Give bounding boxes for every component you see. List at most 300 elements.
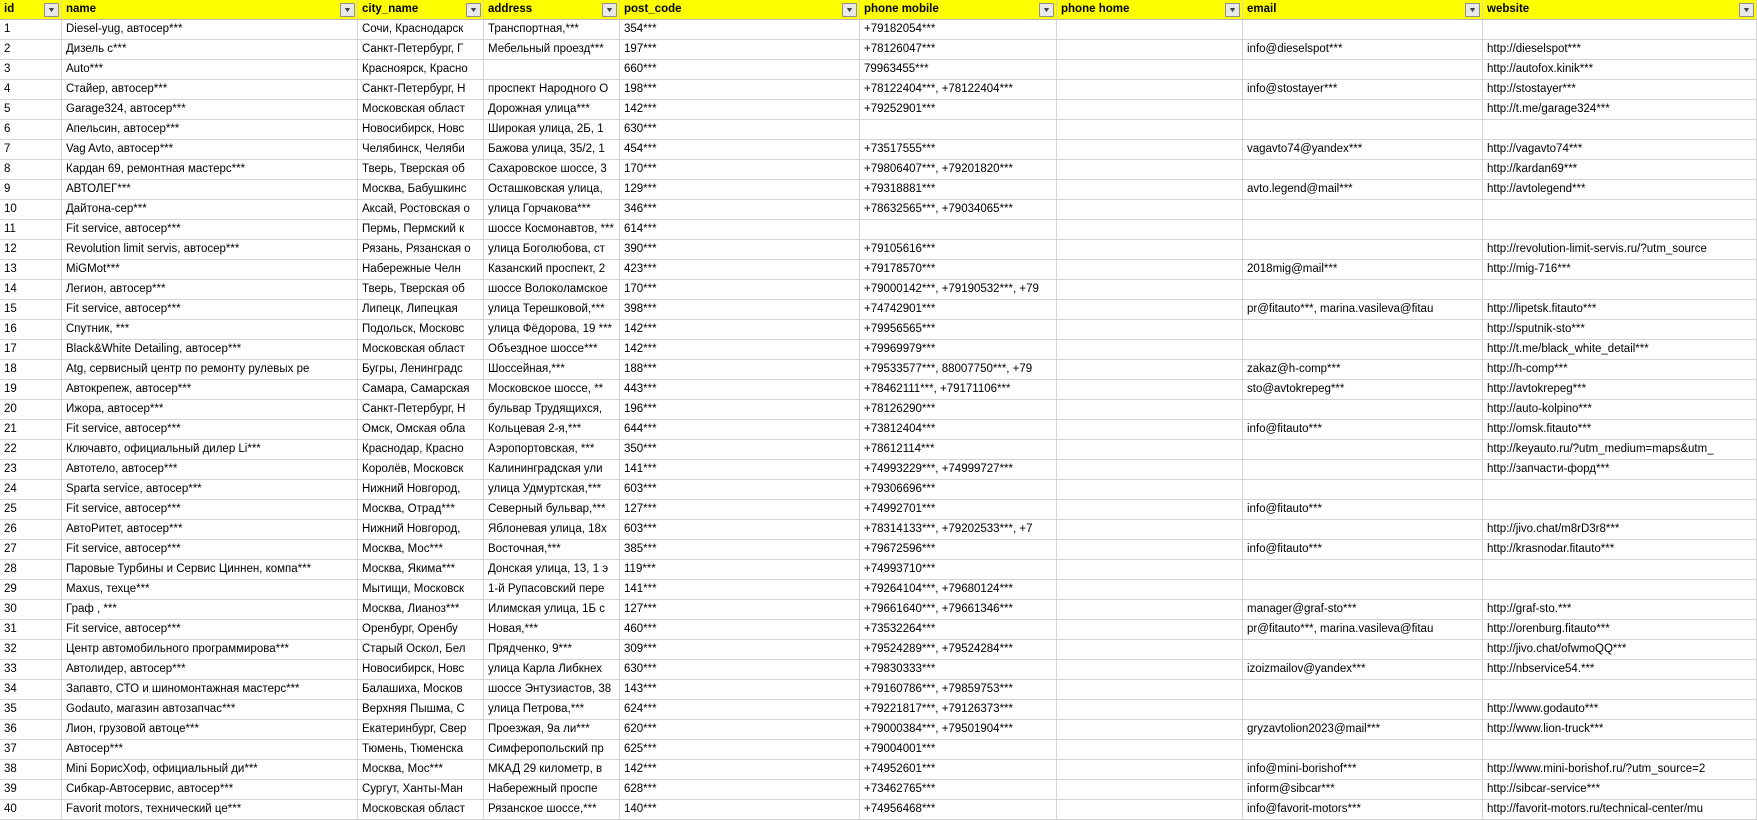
cell-address[interactable]: Казанский проспект, 2	[484, 260, 620, 280]
cell-city_name[interactable]: Москва, Якима***	[358, 560, 484, 580]
cell-post_code[interactable]: 198***	[620, 80, 860, 100]
cell-id[interactable]: 37	[0, 740, 62, 760]
cell-phone_home[interactable]	[1057, 500, 1243, 520]
cell-address[interactable]: Московское шоссе, **	[484, 380, 620, 400]
cell-email[interactable]: manager@graf-sto***	[1243, 600, 1483, 620]
cell-website[interactable]: http://h-comp***	[1483, 360, 1757, 380]
cell-website[interactable]: http://revolution-limit-servis.ru/?utm_source	[1483, 240, 1757, 260]
cell-email[interactable]	[1243, 320, 1483, 340]
cell-phone_mobile[interactable]: +78462111***, +79171106***	[860, 380, 1057, 400]
cell-website[interactable]	[1483, 200, 1757, 220]
cell-name[interactable]: Паровые Турбины и Сервис Циннен, компа***	[62, 560, 358, 580]
cell-post_code[interactable]: 127***	[620, 600, 860, 620]
cell-address[interactable]: проспект Народного О	[484, 80, 620, 100]
cell-phone_home[interactable]	[1057, 260, 1243, 280]
cell-post_code[interactable]: 143***	[620, 680, 860, 700]
cell-phone_mobile[interactable]: +78126290***	[860, 400, 1057, 420]
cell-phone_home[interactable]	[1057, 560, 1243, 580]
cell-post_code[interactable]: 620***	[620, 720, 860, 740]
cell-website[interactable]: http://www.lion-truck***	[1483, 720, 1757, 740]
cell-email[interactable]	[1243, 640, 1483, 660]
cell-name[interactable]: Дизель с***	[62, 40, 358, 60]
cell-email[interactable]: info@fitauto***	[1243, 540, 1483, 560]
cell-phone_home[interactable]	[1057, 460, 1243, 480]
cell-address[interactable]: Дорожная улица***	[484, 100, 620, 120]
cell-phone_home[interactable]	[1057, 160, 1243, 180]
cell-phone_home[interactable]	[1057, 300, 1243, 320]
cell-phone_mobile[interactable]: +74992701***	[860, 500, 1057, 520]
cell-email[interactable]	[1243, 480, 1483, 500]
cell-phone_home[interactable]	[1057, 520, 1243, 540]
cell-city_name[interactable]: Рязань, Рязанская о	[358, 240, 484, 260]
cell-post_code[interactable]: 443***	[620, 380, 860, 400]
cell-name[interactable]: Ижора, автосер***	[62, 400, 358, 420]
cell-phone_mobile[interactable]: +78632565***, +79034065***	[860, 200, 1057, 220]
cell-phone_home[interactable]	[1057, 360, 1243, 380]
cell-name[interactable]: MiGMot***	[62, 260, 358, 280]
cell-phone_home[interactable]	[1057, 760, 1243, 780]
cell-id[interactable]: 35	[0, 700, 62, 720]
cell-id[interactable]: 16	[0, 320, 62, 340]
cell-phone_mobile[interactable]: +78126047***	[860, 40, 1057, 60]
cell-city_name[interactable]: Оренбург, Оренбу	[358, 620, 484, 640]
cell-name[interactable]: Maxus, техце***	[62, 580, 358, 600]
cell-email[interactable]	[1243, 200, 1483, 220]
cell-post_code[interactable]: 142***	[620, 320, 860, 340]
cell-address[interactable]: улица Петрова,***	[484, 700, 620, 720]
cell-address[interactable]: Набережный проспе	[484, 780, 620, 800]
cell-phone_mobile[interactable]: +74993710***	[860, 560, 1057, 580]
cell-post_code[interactable]: 142***	[620, 760, 860, 780]
cell-name[interactable]: Favorit motors, технический це***	[62, 800, 358, 820]
cell-website[interactable]: http://avtolegend***	[1483, 180, 1757, 200]
cell-address[interactable]: Шоссейная,***	[484, 360, 620, 380]
cell-address[interactable]: улица Горчакова***	[484, 200, 620, 220]
cell-address[interactable]: улица Удмуртская,***	[484, 480, 620, 500]
cell-city_name[interactable]: Балашиха, Москов	[358, 680, 484, 700]
filter-dropdown-button[interactable]	[466, 3, 481, 17]
cell-name[interactable]: Граф , ***	[62, 600, 358, 620]
cell-phone_mobile[interactable]: +79000384***, +79501904***	[860, 720, 1057, 740]
cell-email[interactable]: zakaz@h-comp***	[1243, 360, 1483, 380]
cell-id[interactable]: 9	[0, 180, 62, 200]
cell-phone_mobile[interactable]: +78314133***, +79202533***, +7	[860, 520, 1057, 540]
cell-phone_mobile[interactable]: +79160786***, +79859753***	[860, 680, 1057, 700]
cell-id[interactable]: 8	[0, 160, 62, 180]
filter-dropdown-button[interactable]	[602, 3, 617, 17]
cell-post_code[interactable]: 628***	[620, 780, 860, 800]
cell-website[interactable]: http://t.me/garage324***	[1483, 100, 1757, 120]
cell-website[interactable]: http://jivo.chat/ofwmoQQ***	[1483, 640, 1757, 660]
cell-id[interactable]: 32	[0, 640, 62, 660]
cell-post_code[interactable]: 119***	[620, 560, 860, 580]
cell-name[interactable]: Автокрепеж, автосер***	[62, 380, 358, 400]
cell-city_name[interactable]: Челябинск, Челяби	[358, 140, 484, 160]
cell-city_name[interactable]: Москва, Бабушкинс	[358, 180, 484, 200]
cell-email[interactable]: sto@avtokrepeg***	[1243, 380, 1483, 400]
cell-email[interactable]: info@mini-borishof***	[1243, 760, 1483, 780]
filter-dropdown-button[interactable]	[1225, 3, 1240, 17]
cell-phone_mobile[interactable]: +79178570***	[860, 260, 1057, 280]
cell-website[interactable]: http://stostayer***	[1483, 80, 1757, 100]
cell-post_code[interactable]: 603***	[620, 480, 860, 500]
cell-id[interactable]: 21	[0, 420, 62, 440]
cell-post_code[interactable]: 142***	[620, 340, 860, 360]
cell-website[interactable]: http://krasnodar.fitauto***	[1483, 540, 1757, 560]
cell-phone_mobile[interactable]: +79105616***	[860, 240, 1057, 260]
cell-post_code[interactable]: 346***	[620, 200, 860, 220]
cell-city_name[interactable]: Новосибирск, Новс	[358, 120, 484, 140]
cell-email[interactable]	[1243, 240, 1483, 260]
cell-website[interactable]	[1483, 280, 1757, 300]
cell-website[interactable]: http://orenburg.fitauto***	[1483, 620, 1757, 640]
cell-name[interactable]: Fit service, автосер***	[62, 300, 358, 320]
cell-id[interactable]: 33	[0, 660, 62, 680]
cell-phone_mobile[interactable]: +78122404***, +78122404***	[860, 80, 1057, 100]
cell-phone_home[interactable]	[1057, 660, 1243, 680]
cell-post_code[interactable]: 196***	[620, 400, 860, 420]
cell-post_code[interactable]: 170***	[620, 160, 860, 180]
cell-name[interactable]: АВТОЛЕГ***	[62, 180, 358, 200]
cell-post_code[interactable]: 141***	[620, 460, 860, 480]
cell-address[interactable]: Широкая улица, 2Б, 1	[484, 120, 620, 140]
cell-phone_home[interactable]	[1057, 580, 1243, 600]
cell-post_code[interactable]: 454***	[620, 140, 860, 160]
column-header-phone_mobile[interactable]	[860, 0, 1057, 20]
cell-phone_mobile[interactable]: +79672596***	[860, 540, 1057, 560]
cell-phone_mobile[interactable]: +74993229***, +74999727***	[860, 460, 1057, 480]
cell-email[interactable]: pr@fitauto***, marina.vasileva@fitau	[1243, 620, 1483, 640]
cell-id[interactable]: 6	[0, 120, 62, 140]
cell-city_name[interactable]: Аксай, Ростовская о	[358, 200, 484, 220]
cell-phone_mobile[interactable]: +74742901***	[860, 300, 1057, 320]
cell-email[interactable]: inform@sibcar***	[1243, 780, 1483, 800]
cell-address[interactable]: Мебельный проезд***	[484, 40, 620, 60]
cell-city_name[interactable]: Липецк, Липецкая	[358, 300, 484, 320]
cell-name[interactable]: Fit service, автосер***	[62, 420, 358, 440]
cell-name[interactable]: Godauto, магазин автозапчас***	[62, 700, 358, 720]
cell-city_name[interactable]: Нижний Новгород,	[358, 520, 484, 540]
cell-website[interactable]: http://запчасти-форд***	[1483, 460, 1757, 480]
cell-phone_mobile[interactable]: +78612114***	[860, 440, 1057, 460]
cell-website[interactable]: http://avtokrepeg***	[1483, 380, 1757, 400]
cell-address[interactable]: Рязанское шоссе,***	[484, 800, 620, 820]
cell-address[interactable]: Сахаровское шоссе, 3	[484, 160, 620, 180]
cell-email[interactable]	[1243, 740, 1483, 760]
cell-id[interactable]: 24	[0, 480, 62, 500]
cell-city_name[interactable]: Санкт-Петербург, Н	[358, 400, 484, 420]
cell-phone_home[interactable]	[1057, 200, 1243, 220]
cell-post_code[interactable]: 385***	[620, 540, 860, 560]
cell-email[interactable]: 2018mig@mail***	[1243, 260, 1483, 280]
cell-post_code[interactable]: 354***	[620, 20, 860, 40]
cell-phone_mobile[interactable]: +74952601***	[860, 760, 1057, 780]
cell-post_code[interactable]: 170***	[620, 280, 860, 300]
cell-name[interactable]: Mini БорисХоф, официальный ди***	[62, 760, 358, 780]
cell-phone_home[interactable]	[1057, 120, 1243, 140]
cell-address[interactable]: шоссе Волоколамское	[484, 280, 620, 300]
cell-phone_home[interactable]	[1057, 480, 1243, 500]
cell-city_name[interactable]: Москва, Отрад***	[358, 500, 484, 520]
cell-email[interactable]: info@favorit-motors***	[1243, 800, 1483, 820]
cell-name[interactable]: Кардан 69, ремонтная мастерс***	[62, 160, 358, 180]
cell-name[interactable]: Спутник, ***	[62, 320, 358, 340]
cell-phone_home[interactable]	[1057, 540, 1243, 560]
cell-id[interactable]: 36	[0, 720, 62, 740]
cell-id[interactable]: 12	[0, 240, 62, 260]
cell-phone_home[interactable]	[1057, 80, 1243, 100]
cell-city_name[interactable]: Мытищи, Московск	[358, 580, 484, 600]
cell-website[interactable]	[1483, 560, 1757, 580]
cell-city_name[interactable]: Краснодар, Красно	[358, 440, 484, 460]
cell-phone_home[interactable]	[1057, 20, 1243, 40]
cell-phone_home[interactable]	[1057, 340, 1243, 360]
cell-phone_home[interactable]	[1057, 680, 1243, 700]
cell-phone_mobile[interactable]: +79318881***	[860, 180, 1057, 200]
cell-phone_home[interactable]	[1057, 140, 1243, 160]
cell-website[interactable]: http://kardan69***	[1483, 160, 1757, 180]
cell-email[interactable]: izoizmailov@yandex***	[1243, 660, 1483, 680]
cell-phone_mobile[interactable]: +79182054***	[860, 20, 1057, 40]
cell-website[interactable]: http://keyauto.ru/?utm_medium=maps&utm_	[1483, 440, 1757, 460]
cell-phone_home[interactable]	[1057, 740, 1243, 760]
cell-city_name[interactable]: Москва, Мос***	[358, 760, 484, 780]
cell-post_code[interactable]: 603***	[620, 520, 860, 540]
cell-address[interactable]: улица Терешковой,***	[484, 300, 620, 320]
cell-city_name[interactable]: Нижний Новгород,	[358, 480, 484, 500]
cell-phone_mobile[interactable]: +73532264***	[860, 620, 1057, 640]
cell-address[interactable]: шоссе Космонавтов, ***	[484, 220, 620, 240]
cell-post_code[interactable]: 625***	[620, 740, 860, 760]
column-header-id[interactable]	[0, 0, 62, 20]
cell-phone_mobile[interactable]	[860, 220, 1057, 240]
cell-id[interactable]: 26	[0, 520, 62, 540]
cell-name[interactable]: Auto***	[62, 60, 358, 80]
cell-address[interactable]: Северный бульвар,***	[484, 500, 620, 520]
cell-phone_mobile[interactable]: +79004001***	[860, 740, 1057, 760]
column-header-email[interactable]	[1243, 0, 1483, 20]
cell-city_name[interactable]: Подольск, Московс	[358, 320, 484, 340]
cell-website[interactable]: http://auto-kolpino***	[1483, 400, 1757, 420]
cell-city_name[interactable]: Набережные Челн	[358, 260, 484, 280]
cell-post_code[interactable]: 390***	[620, 240, 860, 260]
cell-email[interactable]	[1243, 460, 1483, 480]
cell-phone_home[interactable]	[1057, 220, 1243, 240]
cell-post_code[interactable]: 398***	[620, 300, 860, 320]
cell-address[interactable]: 1-й Рупасовский пере	[484, 580, 620, 600]
cell-address[interactable]: улица Фёдорова, 19 ***	[484, 320, 620, 340]
cell-address[interactable]: Прядченко, 9***	[484, 640, 620, 660]
cell-address[interactable]: Калининградская ули	[484, 460, 620, 480]
cell-email[interactable]	[1243, 100, 1483, 120]
cell-phone_mobile[interactable]: +79221817***, +79126373***	[860, 700, 1057, 720]
cell-id[interactable]: 14	[0, 280, 62, 300]
cell-phone_mobile[interactable]	[860, 120, 1057, 140]
cell-phone_mobile[interactable]: +74956468***	[860, 800, 1057, 820]
cell-id[interactable]: 23	[0, 460, 62, 480]
cell-post_code[interactable]: 350***	[620, 440, 860, 460]
cell-email[interactable]	[1243, 400, 1483, 420]
cell-address[interactable]: МКАД 29 километр, в	[484, 760, 620, 780]
cell-email[interactable]	[1243, 340, 1483, 360]
cell-phone_mobile[interactable]: +79806407***, +79201820***	[860, 160, 1057, 180]
cell-name[interactable]: Garage324, автосер***	[62, 100, 358, 120]
filter-dropdown-button[interactable]	[1039, 3, 1054, 17]
cell-name[interactable]: Центр автомобильного программирова***	[62, 640, 358, 660]
cell-phone_home[interactable]	[1057, 100, 1243, 120]
cell-email[interactable]: pr@fitauto***, marina.vasileva@fitau	[1243, 300, 1483, 320]
cell-address[interactable]: улица Карла Либкнех	[484, 660, 620, 680]
cell-phone_home[interactable]	[1057, 60, 1243, 80]
cell-phone_mobile[interactable]: +73462765***	[860, 780, 1057, 800]
cell-id[interactable]: 5	[0, 100, 62, 120]
cell-city_name[interactable]: Москва, Лианоз***	[358, 600, 484, 620]
cell-id[interactable]: 28	[0, 560, 62, 580]
cell-address[interactable]: Осташковская улица,	[484, 180, 620, 200]
cell-city_name[interactable]: Тюмень, Тюменска	[358, 740, 484, 760]
cell-id[interactable]: 4	[0, 80, 62, 100]
filter-dropdown-button[interactable]	[340, 3, 355, 17]
cell-id[interactable]: 39	[0, 780, 62, 800]
cell-post_code[interactable]: 630***	[620, 660, 860, 680]
cell-city_name[interactable]: Новосибирск, Новс	[358, 660, 484, 680]
cell-address[interactable]: Новая,***	[484, 620, 620, 640]
cell-website[interactable]	[1483, 580, 1757, 600]
cell-name[interactable]: Запавто, СТО и шиномонтажная мастерс***	[62, 680, 358, 700]
filter-dropdown-button[interactable]	[1739, 3, 1754, 17]
column-header-address[interactable]	[484, 0, 620, 20]
cell-city_name[interactable]: Красноярск, Красно	[358, 60, 484, 80]
cell-name[interactable]: Revolution limit servis, автосер***	[62, 240, 358, 260]
cell-phone_mobile[interactable]: +79000142***, +79190532***, +79	[860, 280, 1057, 300]
cell-city_name[interactable]: Самара, Самарская	[358, 380, 484, 400]
cell-phone_mobile[interactable]: +73517555***	[860, 140, 1057, 160]
cell-id[interactable]: 34	[0, 680, 62, 700]
cell-phone_home[interactable]	[1057, 320, 1243, 340]
cell-address[interactable]: Транспортная,***	[484, 20, 620, 40]
cell-phone_home[interactable]	[1057, 700, 1243, 720]
cell-name[interactable]: Atg, сервисный центр по ремонту рулевых ре	[62, 360, 358, 380]
cell-post_code[interactable]: 630***	[620, 120, 860, 140]
cell-website[interactable]: http://vagavto74***	[1483, 140, 1757, 160]
cell-post_code[interactable]: 197***	[620, 40, 860, 60]
cell-email[interactable]	[1243, 220, 1483, 240]
cell-name[interactable]: Сибкар-Автосервис, автосер***	[62, 780, 358, 800]
cell-id[interactable]: 27	[0, 540, 62, 560]
cell-id[interactable]: 2	[0, 40, 62, 60]
cell-id[interactable]: 30	[0, 600, 62, 620]
cell-phone_mobile[interactable]: 79963455***	[860, 60, 1057, 80]
cell-address[interactable]: Илимская улица, 1Б с	[484, 600, 620, 620]
cell-address[interactable]: улица Боголюбова, ст	[484, 240, 620, 260]
cell-phone_home[interactable]	[1057, 440, 1243, 460]
cell-website[interactable]	[1483, 480, 1757, 500]
cell-post_code[interactable]: 644***	[620, 420, 860, 440]
cell-name[interactable]: Black&White Detailing, автосер***	[62, 340, 358, 360]
cell-email[interactable]	[1243, 160, 1483, 180]
cell-phone_mobile[interactable]: +79533577***, 88007750***, +79	[860, 360, 1057, 380]
column-header-phone_home[interactable]	[1057, 0, 1243, 20]
cell-email[interactable]: info@fitauto***	[1243, 420, 1483, 440]
cell-city_name[interactable]: Сургут, Ханты-Ман	[358, 780, 484, 800]
cell-id[interactable]: 3	[0, 60, 62, 80]
cell-email[interactable]: gryzavtolion2023@mail***	[1243, 720, 1483, 740]
cell-email[interactable]	[1243, 560, 1483, 580]
cell-email[interactable]	[1243, 520, 1483, 540]
cell-post_code[interactable]: 309***	[620, 640, 860, 660]
cell-phone_home[interactable]	[1057, 240, 1243, 260]
cell-website[interactable]: http://omsk.fitauto***	[1483, 420, 1757, 440]
cell-address[interactable]: Проезжая, 9а ли***	[484, 720, 620, 740]
cell-phone_mobile[interactable]: +79661640***, +79661346***	[860, 600, 1057, 620]
cell-post_code[interactable]: 423***	[620, 260, 860, 280]
cell-id[interactable]: 29	[0, 580, 62, 600]
cell-id[interactable]: 11	[0, 220, 62, 240]
cell-city_name[interactable]: Московская област	[358, 340, 484, 360]
cell-name[interactable]: Vag Avto, автосер***	[62, 140, 358, 160]
cell-name[interactable]: Апельсин, автосер***	[62, 120, 358, 140]
filter-dropdown-button[interactable]	[1465, 3, 1480, 17]
cell-website[interactable]: http://www.mini-borishof.ru/?utm_source=2	[1483, 760, 1757, 780]
column-header-post_code[interactable]	[620, 0, 860, 20]
cell-phone_mobile[interactable]: +79264104***, +79680124***	[860, 580, 1057, 600]
cell-email[interactable]: info@fitauto***	[1243, 500, 1483, 520]
column-header-website[interactable]	[1483, 0, 1757, 20]
cell-city_name[interactable]: Верхняя Пышма, С	[358, 700, 484, 720]
cell-city_name[interactable]: Москва, Мос***	[358, 540, 484, 560]
cell-phone_home[interactable]	[1057, 640, 1243, 660]
cell-website[interactable]	[1483, 120, 1757, 140]
cell-phone_home[interactable]	[1057, 40, 1243, 60]
cell-name[interactable]: Легион, автосер***	[62, 280, 358, 300]
cell-city_name[interactable]: Сочи, Краснодарск	[358, 20, 484, 40]
cell-city_name[interactable]: Тверь, Тверская об	[358, 160, 484, 180]
cell-website[interactable]	[1483, 220, 1757, 240]
cell-address[interactable]: Бажова улица, 35/2, 1	[484, 140, 620, 160]
cell-id[interactable]: 22	[0, 440, 62, 460]
cell-id[interactable]: 7	[0, 140, 62, 160]
cell-website[interactable]: http://dieselspot***	[1483, 40, 1757, 60]
cell-phone_mobile[interactable]: +79252901***	[860, 100, 1057, 120]
cell-name[interactable]: Ключавто, официальный дилер Li***	[62, 440, 358, 460]
cell-website[interactable]: http://graf-sto.***	[1483, 600, 1757, 620]
cell-name[interactable]: Лион, грузовой автоце***	[62, 720, 358, 740]
cell-name[interactable]: Fit service, автосер***	[62, 540, 358, 560]
cell-address[interactable]: Объездное шоссе***	[484, 340, 620, 360]
cell-city_name[interactable]: Омск, Омская обла	[358, 420, 484, 440]
cell-post_code[interactable]: 127***	[620, 500, 860, 520]
cell-phone_home[interactable]	[1057, 420, 1243, 440]
cell-name[interactable]: Автотело, автосер***	[62, 460, 358, 480]
cell-id[interactable]: 1	[0, 20, 62, 40]
cell-address[interactable]: Кольцевая 2-я,***	[484, 420, 620, 440]
cell-phone_home[interactable]	[1057, 380, 1243, 400]
cell-website[interactable]: http://t.me/black_white_detail***	[1483, 340, 1757, 360]
cell-email[interactable]: avto.legend@mail***	[1243, 180, 1483, 200]
cell-city_name[interactable]: Екатеринбург, Свер	[358, 720, 484, 740]
cell-post_code[interactable]: 614***	[620, 220, 860, 240]
cell-post_code[interactable]: 624***	[620, 700, 860, 720]
cell-phone_home[interactable]	[1057, 800, 1243, 820]
cell-city_name[interactable]: Старый Оскол, Бел	[358, 640, 484, 660]
cell-name[interactable]: Дайтона-сер***	[62, 200, 358, 220]
cell-phone_mobile[interactable]: +73812404***	[860, 420, 1057, 440]
cell-website[interactable]: http://www.godauto***	[1483, 700, 1757, 720]
cell-website[interactable]: http://sputnik-sto***	[1483, 320, 1757, 340]
cell-id[interactable]: 19	[0, 380, 62, 400]
cell-id[interactable]: 40	[0, 800, 62, 820]
cell-address[interactable]: Аэропортовская, ***	[484, 440, 620, 460]
